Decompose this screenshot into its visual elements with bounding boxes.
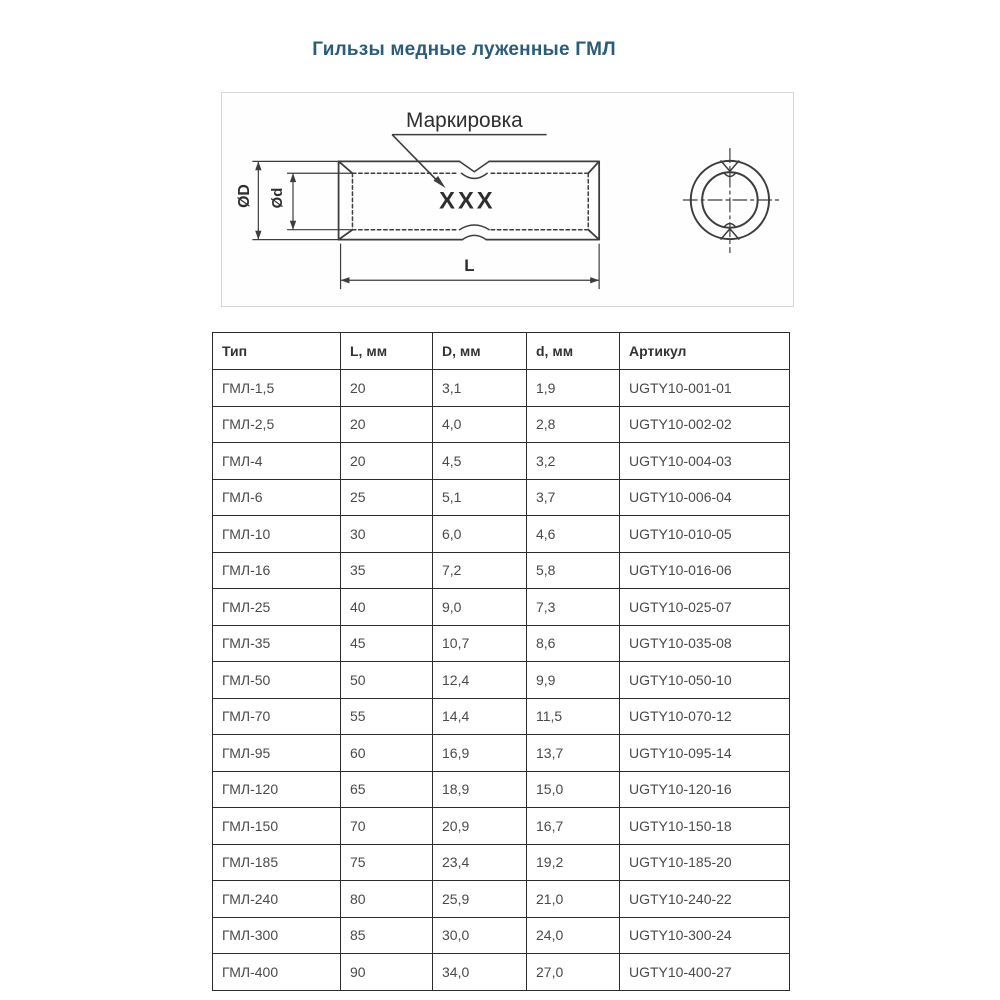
table-cell: UGTY10-006-04 [620,479,790,516]
table-cell: 7,2 [433,552,527,589]
header-type: Тип [213,333,341,370]
table-cell: ГМЛ-50 [213,662,341,699]
table-row [213,881,790,918]
table-cell: UGTY10-095-14 [620,735,790,772]
table-cell: 15,0 [527,771,620,808]
table-cell: ГМЛ-4 [213,443,341,480]
header-length: L, мм [341,333,433,370]
table-cell: 30,0 [433,917,527,954]
table-cell: 14,4 [433,698,527,735]
table-cell: ГМЛ-185 [213,844,341,881]
table-cell: 10,7 [433,625,527,662]
crimp-notch-top [459,161,489,178]
table-cell: 3,1 [433,370,527,407]
table-cell: 20 [341,370,433,407]
table-cell: UGTY10-240-22 [620,881,790,918]
table-row [213,479,790,516]
table-cell: UGTY10-010-05 [620,516,790,553]
table-cell: ГМЛ-70 [213,698,341,735]
table-cell: 50 [341,662,433,699]
table-cell: 3,7 [527,479,620,516]
table-cell: 34,0 [433,954,527,991]
table-row [213,625,790,662]
table-row [213,516,790,553]
table-cell: 85 [341,917,433,954]
length-label: L [464,255,475,275]
table-cell: 21,0 [527,881,620,918]
sleeve-end-view [683,148,782,252]
header-article: Артикул [620,333,790,370]
table-row [213,443,790,480]
table-cell: 8,6 [527,625,620,662]
technical-drawing [221,92,794,307]
table-cell: 24,0 [527,917,620,954]
table-cell: 1,9 [527,370,620,407]
table-cell: ГМЛ-300 [213,917,341,954]
table-cell: 5,8 [527,552,620,589]
marking-label: Маркировка [406,109,523,133]
table-row [213,954,790,991]
table-cell: ГМЛ-25 [213,589,341,626]
header-inner-diameter: d, мм [527,333,620,370]
table-cell: ГМЛ-35 [213,625,341,662]
table-cell: 80 [341,881,433,918]
table-cell: 65 [341,771,433,808]
spec-table-body [213,370,790,991]
header-row [213,333,790,370]
table-cell: UGTY10-025-07 [620,589,790,626]
table-cell: 30 [341,516,433,553]
table-cell: 20 [341,443,433,480]
table-cell: ГМЛ-95 [213,735,341,772]
table-cell: 4,0 [433,406,527,443]
table-row [213,589,790,626]
table-cell: 20 [341,406,433,443]
table-cell: 70 [341,808,433,845]
table-cell: UGTY10-002-02 [620,406,790,443]
table-cell: 35 [341,552,433,589]
table-cell: 4,5 [433,443,527,480]
table-cell: 9,0 [433,589,527,626]
table-row [213,771,790,808]
table-cell: ГМЛ-10 [213,516,341,553]
table-cell: UGTY10-050-10 [620,662,790,699]
table-cell: 25,9 [433,881,527,918]
table-cell: 7,3 [527,589,620,626]
table-cell: 45 [341,625,433,662]
table-cell: ГМЛ-120 [213,771,341,808]
table-cell: 75 [341,844,433,881]
table-cell: ГМЛ-16 [213,552,341,589]
table-cell: 13,7 [527,735,620,772]
sleeve-drawing-svg [222,93,793,306]
crimp-notch-bottom [459,225,489,240]
table-cell: 2,8 [527,406,620,443]
table-row [213,735,790,772]
table-cell: 4,6 [527,516,620,553]
table-cell: 20,9 [433,808,527,845]
table-cell: UGTY10-001-01 [620,370,790,407]
dimension-inner-diameter [270,173,352,229]
table-cell: UGTY10-300-24 [620,917,790,954]
table-cell: 11,5 [527,698,620,735]
table-row [213,698,790,735]
table-cell: ГМЛ-240 [213,881,341,918]
table-row [213,370,790,407]
table-cell: ГМЛ-400 [213,954,341,991]
table-row [213,552,790,589]
dimension-length [341,244,600,290]
table-cell: UGTY10-035-08 [620,625,790,662]
table-cell: 19,2 [527,844,620,881]
table-cell: 3,2 [527,443,620,480]
table-cell: UGTY10-016-06 [620,552,790,589]
table-cell: 90 [341,954,433,991]
table-cell: 18,9 [433,771,527,808]
page-title: Гильзы медные луженные ГМЛ [312,38,616,60]
header-outer-diameter: D, мм [433,333,527,370]
table-cell: 27,0 [527,954,620,991]
table-cell: 6,0 [433,516,527,553]
table-row [213,808,790,845]
table-cell: UGTY10-400-27 [620,954,790,991]
table-cell: ГМЛ-6 [213,479,341,516]
table-cell: 16,7 [527,808,620,845]
table-cell: ГМЛ-150 [213,808,341,845]
table-cell: 60 [341,735,433,772]
table-cell: 12,4 [433,662,527,699]
table-cell: UGTY10-185-20 [620,844,790,881]
spec-table-header [213,333,790,370]
table-row [213,844,790,881]
table-row [213,662,790,699]
table-cell: 25 [341,479,433,516]
table-cell: 5,1 [433,479,527,516]
table-cell: UGTY10-004-03 [620,443,790,480]
table-cell: 40 [341,589,433,626]
outer-diameter-label: ØD [235,184,253,208]
table-cell: UGTY10-150-18 [620,808,790,845]
table-row [213,917,790,954]
spec-table [212,332,790,991]
table-cell: ГМЛ-1,5 [213,370,341,407]
table-row [213,406,790,443]
table-cell: 55 [341,698,433,735]
table-cell: ГМЛ-2,5 [213,406,341,443]
marking-value: XXX [439,187,496,215]
table-cell: UGTY10-070-12 [620,698,790,735]
table-cell: 23,4 [433,844,527,881]
table-cell: 9,9 [527,662,620,699]
inner-diameter-label: Ød [270,187,287,209]
table-cell: 16,9 [433,735,527,772]
table-cell: UGTY10-120-16 [620,771,790,808]
